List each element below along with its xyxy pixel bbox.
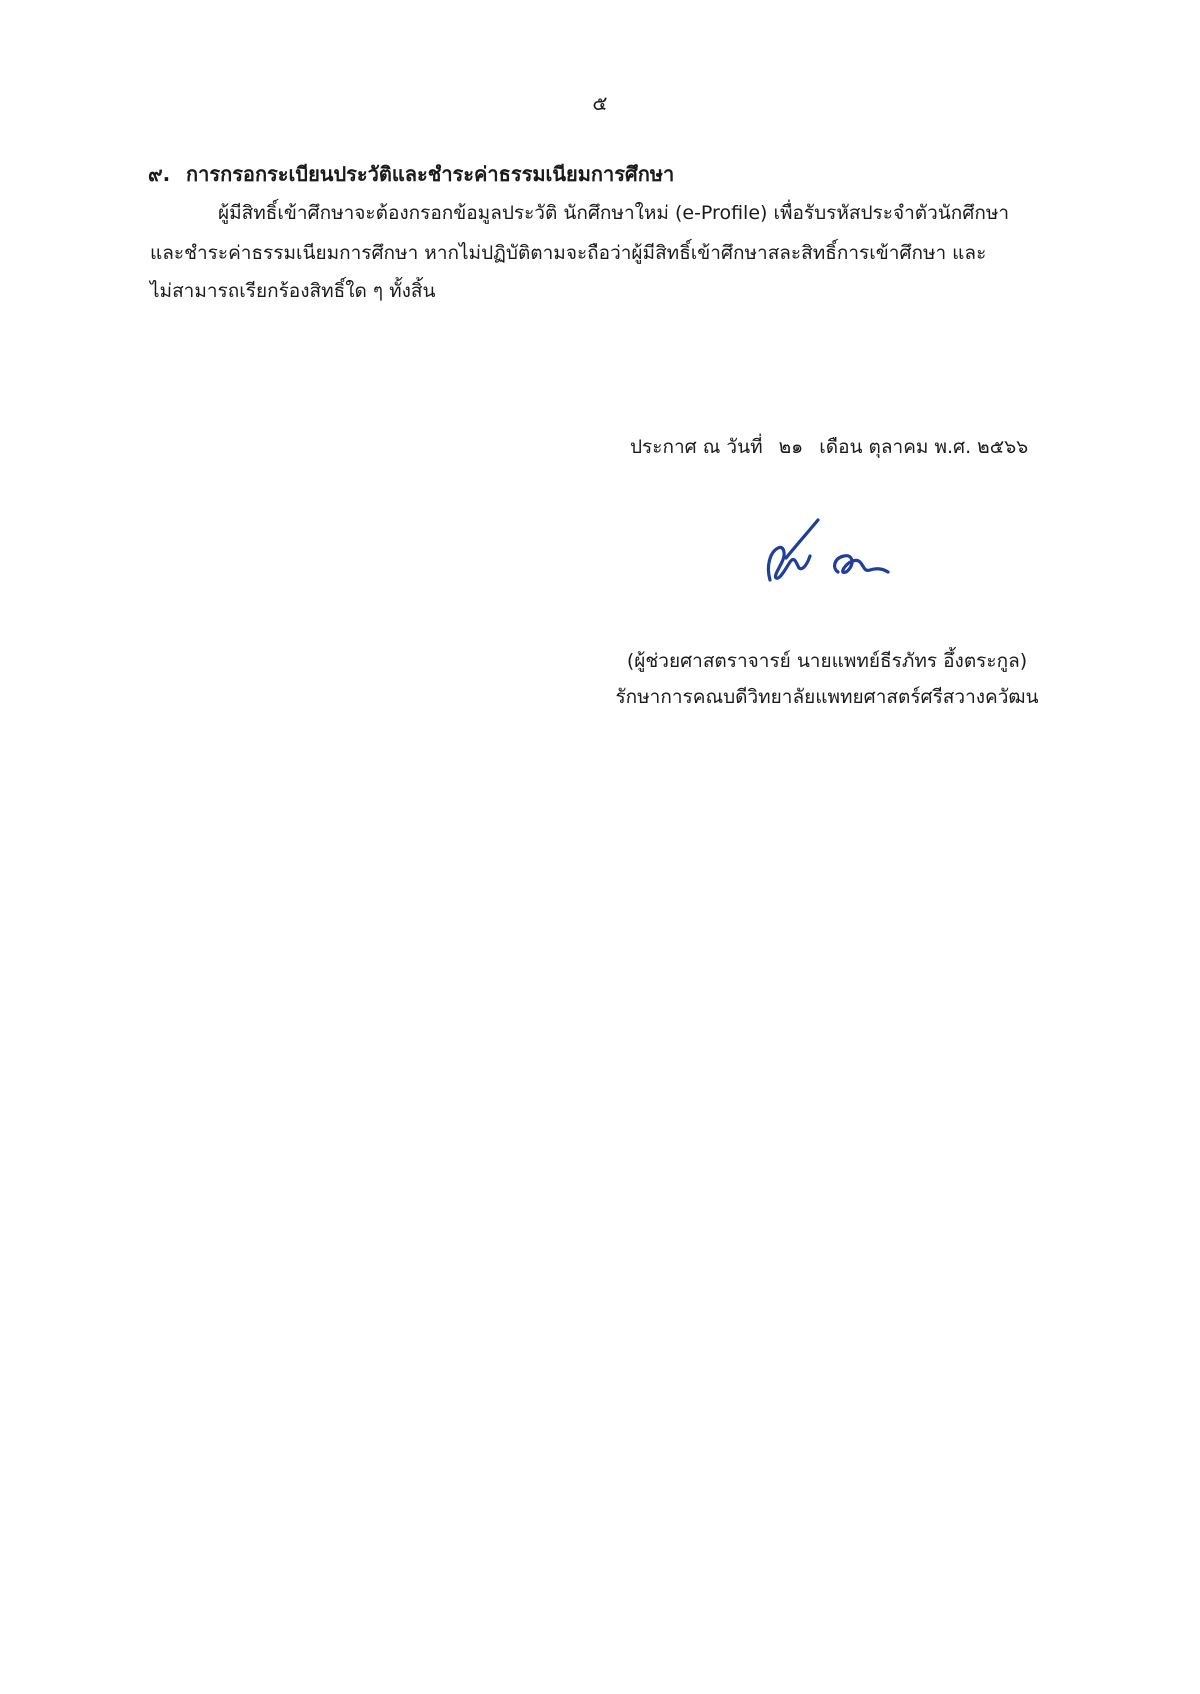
body-paragraph-line-3: ไม่สามารถเรียกร้องสิทธิ์ใด ๆ ทั้งสิ้น [150,280,436,302]
body-paragraph-line-1: ผู้มีสิทธิ์เข้าศึกษาจะต้องกรอกข้อมูลประวัติ นักศึกษาใหม่ (e-Profile) เพื่อรับรหัสประจำตัวนักศึกษา [218,202,1010,224]
announcement-date [630,434,1038,460]
announcement-day: ๒๑ [778,436,804,458]
body-paragraph-line-2: และชำระค่าธรรมเนียมการศึกษา หากไม่ปฏิบัติตามจะถือว่าผู้มีสิทธิ์เข้าศึกษาสละสิทธิ์การเข้าศึกษา และ [150,242,987,264]
section-number: ๙. [148,162,171,186]
handwritten-signature [764,518,896,586]
section-title: การกรอกระเบียนประวัติและชำระค่าธรรมเนียมการศึกษา [186,162,675,186]
announcement-month-year: เดือน ตุลาคม พ.ศ. ๒๕๖๖ [819,436,1029,458]
signer-name: (ผู้ช่วยศาสตราจารย์ นายแพทย์ธีรภัทร อึ้งตระกูล) [626,650,1028,672]
page-number: ๕ [592,91,608,115]
announcement-prefix: ประกาศ ณ วันที่ [630,436,763,458]
signer-title: รักษาการคณบดีวิทยาลัยแพทยศาสตร์ศรีสวางควัฒน [615,686,1039,708]
section-heading [148,160,674,188]
